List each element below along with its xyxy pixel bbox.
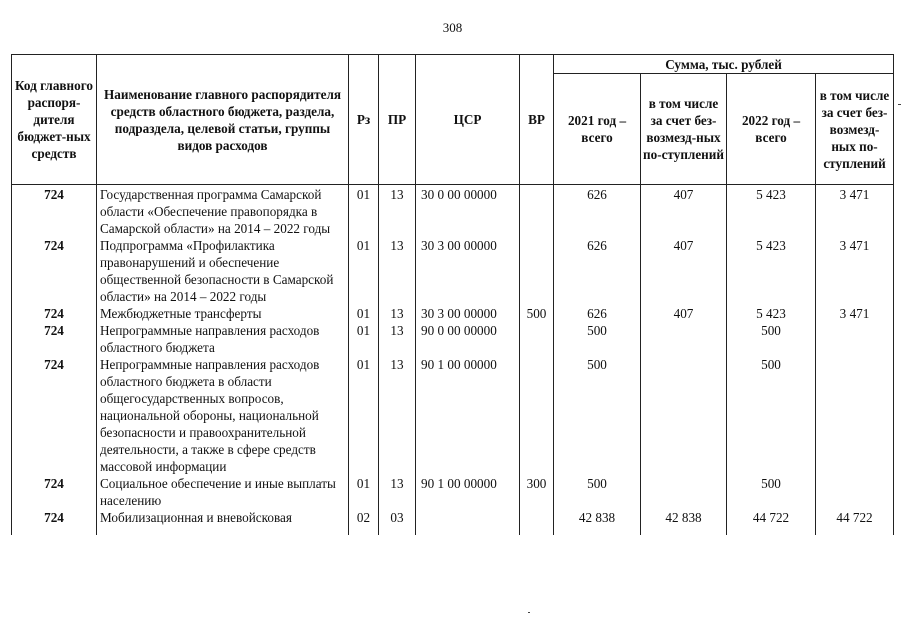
table-row <box>12 322 894 356</box>
cell-name: Непрограммные направления расходов областного бюджета в области общегосударственных вопросов, национальной обороны, национальной безопасности и правоохранительной деятельности, а также в сфере средств массовой информации <box>97 356 349 475</box>
budget-table <box>11 54 894 535</box>
cell-code: 724 <box>12 356 97 475</box>
cell-csr: 90 1 00 00000 <box>416 356 520 475</box>
cell-name: Межбюджетные трансферты <box>97 305 349 322</box>
cell-2022-total: 5 423 <box>727 305 816 322</box>
header-rz: Рз <box>349 55 379 185</box>
header-2021-total: 2021 год – всего <box>554 74 641 185</box>
cell-rz: 01 <box>349 356 379 475</box>
cell-2022-total: 500 <box>727 322 816 356</box>
cell-name: Государственная программа Самарской области «Обеспечение правопорядка в Самарской области» на 2014 – 2022 годы <box>97 185 349 238</box>
cell-name: Непрограммные направления расходов областного бюджета <box>97 322 349 356</box>
cell-rz: 01 <box>349 322 379 356</box>
cell-2022-total: 500 <box>727 356 816 475</box>
cell-csr: 30 3 00 00000 <box>416 305 520 322</box>
cell-code: 724 <box>12 305 97 322</box>
cell-code: 724 <box>12 509 97 535</box>
header-2022-free: в том числе за счет без-возмезд-ных по-ступлений <box>816 74 894 185</box>
page-number: 308 <box>442 20 463 35</box>
cell-vr <box>520 237 554 305</box>
table-row <box>12 509 894 535</box>
cell-2022-free <box>816 356 894 475</box>
cell-2021-total: 626 <box>554 305 641 322</box>
cell-name: Социальное обеспечение и иные выплаты населению <box>97 475 349 509</box>
cell-vr <box>520 185 554 238</box>
table-header <box>12 55 894 185</box>
cell-vr: 300 <box>520 475 554 509</box>
cell-pr: 13 <box>379 475 416 509</box>
cell-csr: 30 3 00 00000 <box>416 237 520 305</box>
cell-2022-total: 44 722 <box>727 509 816 535</box>
header-name: Наименование главного распорядителя средств областного бюджета, раздела, подраздела, целевой статьи, группы видов расходов <box>97 55 349 185</box>
cell-2021-total: 626 <box>554 185 641 238</box>
cell-rz: 01 <box>349 237 379 305</box>
table-row <box>12 305 894 322</box>
scan-speck <box>898 104 901 105</box>
cell-2021-free <box>641 356 727 475</box>
table-row <box>12 475 894 509</box>
cell-2021-total: 42 838 <box>554 509 641 535</box>
cell-csr <box>416 509 520 535</box>
cell-2022-total: 500 <box>727 475 816 509</box>
table-row <box>12 185 894 238</box>
cell-2021-free: 407 <box>641 305 727 322</box>
cell-2021-free <box>641 475 727 509</box>
cell-csr: 90 1 00 00000 <box>416 475 520 509</box>
cell-2022-free: 3 471 <box>816 305 894 322</box>
cell-2022-free <box>816 322 894 356</box>
cell-rz: 01 <box>349 475 379 509</box>
cell-pr: 13 <box>379 322 416 356</box>
header-2022-total: 2022 год – всего <box>727 74 816 185</box>
cell-vr: 500 <box>520 305 554 322</box>
cell-2022-free: 3 471 <box>816 237 894 305</box>
cell-2022-free <box>816 475 894 509</box>
header-vr: ВР <box>520 55 554 185</box>
cell-2021-total: 500 <box>554 322 641 356</box>
cell-code: 724 <box>12 322 97 356</box>
header-2021-free: в том числе за счет без-возмезд-ных по-ступлений <box>641 74 727 185</box>
header-sum: Сумма, тыс. рублей <box>554 55 894 74</box>
cell-rz: 01 <box>349 305 379 322</box>
header-code: Код главного распоря-дителя бюджет-ных средств <box>12 55 97 185</box>
cell-pr: 13 <box>379 305 416 322</box>
header-csr: ЦСР <box>416 55 520 185</box>
cell-2021-total: 500 <box>554 475 641 509</box>
header-pr: ПР <box>379 55 416 185</box>
cell-2021-free <box>641 322 727 356</box>
cell-csr: 30 0 00 00000 <box>416 185 520 238</box>
cell-pr: 03 <box>379 509 416 535</box>
scan-speck <box>528 612 530 613</box>
cell-2022-free: 44 722 <box>816 509 894 535</box>
cell-2022-total: 5 423 <box>727 185 816 238</box>
cell-vr <box>520 509 554 535</box>
cell-code: 724 <box>12 475 97 509</box>
table-row <box>12 237 894 305</box>
cell-rz: 02 <box>349 509 379 535</box>
cell-2022-free: 3 471 <box>816 185 894 238</box>
cell-code: 724 <box>12 185 97 238</box>
cell-pr: 13 <box>379 185 416 238</box>
cell-rz: 01 <box>349 185 379 238</box>
cell-pr: 13 <box>379 237 416 305</box>
cell-2021-total: 626 <box>554 237 641 305</box>
cell-vr <box>520 356 554 475</box>
cell-pr: 13 <box>379 356 416 475</box>
table-row <box>12 356 894 475</box>
cell-2022-total: 5 423 <box>727 237 816 305</box>
cell-2021-free: 407 <box>641 237 727 305</box>
cell-vr <box>520 322 554 356</box>
cell-2021-free: 407 <box>641 185 727 238</box>
cell-name: Подпрограмма «Профилактика правонарушений и обеспечение общественной безопасности в Самарской области» на 2014 – 2022 годы <box>97 237 349 305</box>
cell-2021-free: 42 838 <box>641 509 727 535</box>
cell-name: Мобилизационная и вневойсковая <box>97 509 349 535</box>
cell-csr: 90 0 00 00000 <box>416 322 520 356</box>
cell-2021-total: 500 <box>554 356 641 475</box>
cell-code: 724 <box>12 237 97 305</box>
